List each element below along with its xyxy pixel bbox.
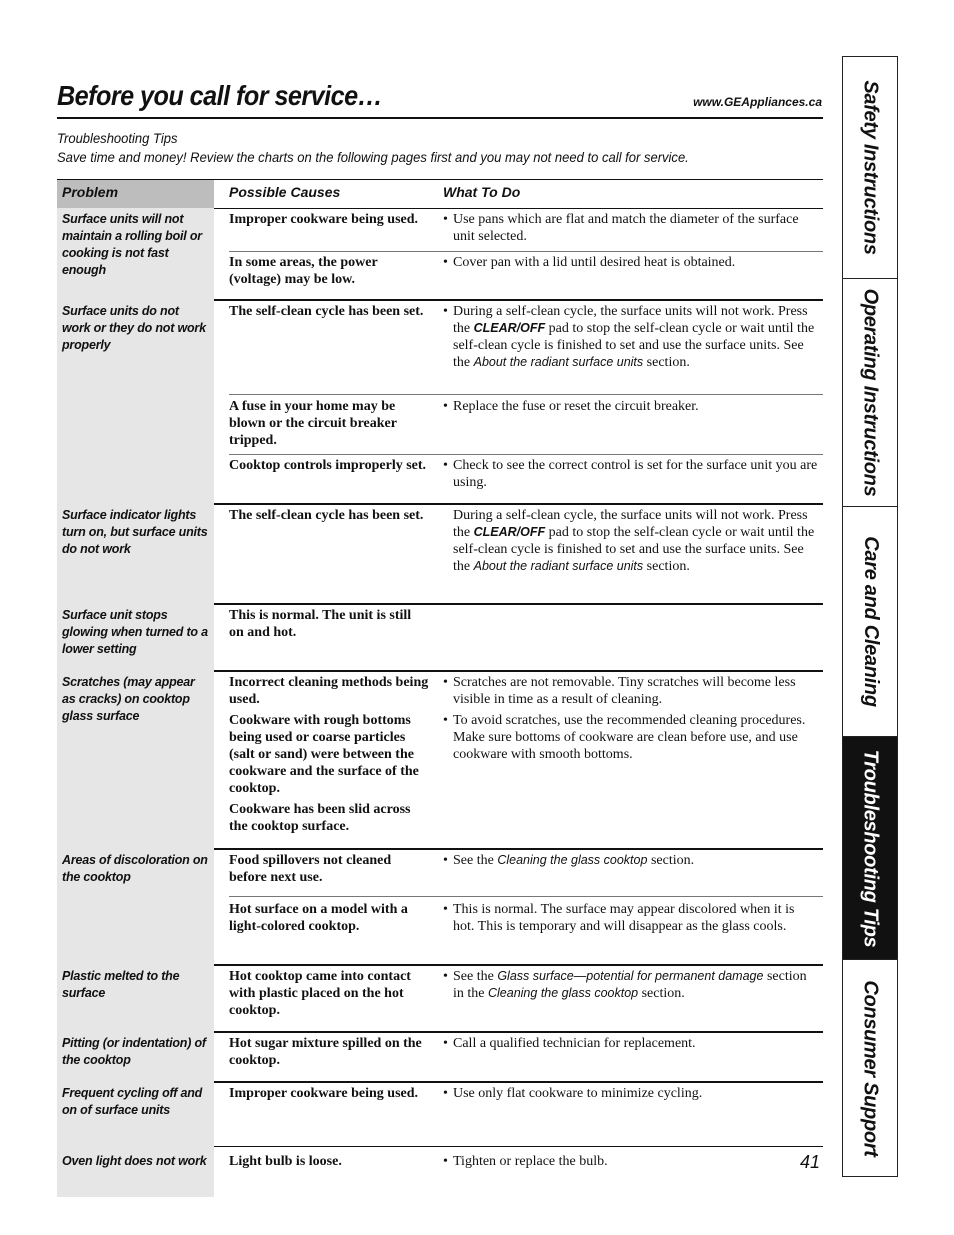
section-reference: Glass surface—potential for permanent damage xyxy=(497,969,764,983)
website-url[interactable]: www.GEAppliances.ca xyxy=(693,95,822,109)
row-rule xyxy=(214,208,823,209)
cause-text: Improper cookware being used. xyxy=(229,1086,419,1101)
todo-part: pad to stop the self-clean cycle or wait until the self-clean cycle is finished to set and use the surface units. See the xyxy=(453,321,815,370)
todo-part: section. xyxy=(643,355,690,370)
cause-text: In some areas, the power (voltage) may be low. xyxy=(229,255,378,287)
bullet: • xyxy=(443,1086,448,1101)
bullet: • xyxy=(443,255,448,270)
row-rule xyxy=(214,603,823,605)
todo-value: Use pans which are flat and match the diameter of the surface unit selected. xyxy=(453,212,799,244)
table-row xyxy=(57,1148,823,1197)
cause-text: This is normal. The unit is still on and hot. xyxy=(229,608,412,640)
cause-text: Cooktop controls improperly set. xyxy=(229,458,427,473)
todo-text xyxy=(443,901,818,935)
column-header-causes: Possible Causes xyxy=(229,184,341,200)
bullet: • xyxy=(443,212,448,227)
cause-text: The self-clean cycle has been set. xyxy=(229,304,424,319)
intro-heading: Troubleshooting Tips xyxy=(57,130,178,146)
tab-consumer-support[interactable] xyxy=(843,960,897,1176)
table-row xyxy=(57,670,823,848)
column-header-problem: Problem xyxy=(57,180,214,208)
problem-cell: Surface unit stops glowing when turned to a lower setting xyxy=(57,603,214,670)
table-row xyxy=(57,208,823,299)
row-rule xyxy=(214,299,823,301)
row-rule xyxy=(214,964,823,966)
section-reference: Cleaning the glass cooktop xyxy=(497,853,648,867)
cause-text: Hot surface on a model with a light-colored cooktop. xyxy=(229,902,408,934)
tab-operating-instructions[interactable] xyxy=(843,279,897,507)
todo-text xyxy=(443,712,818,763)
todo-text xyxy=(443,303,818,371)
row-rule xyxy=(214,1146,823,1147)
bullet: • xyxy=(443,458,448,473)
todo-value: Use only flat cookware to minimize cycling. xyxy=(453,1086,703,1101)
table-row xyxy=(57,964,823,1031)
todo-part: section in the xyxy=(453,969,807,1001)
todo-part: section. xyxy=(638,986,685,1001)
tab-label: Care and Cleaning xyxy=(859,536,882,707)
page-title: Before you call for service… xyxy=(57,80,383,111)
problem-cell: Oven light does not work xyxy=(57,1148,214,1197)
cause-text: Cookware with rough bottoms being used or coarse particles (salt or sand) were between the cookware and the surface of the cooktop. xyxy=(229,713,419,796)
todo-text xyxy=(443,1153,818,1170)
bullet: • xyxy=(443,713,448,728)
todo-part: During a self-clean cycle, the surface units will not work. Press the xyxy=(453,304,808,336)
title-divider xyxy=(57,117,823,119)
tab-label: Consumer Support xyxy=(859,979,882,1157)
tab-troubleshooting-tips[interactable] xyxy=(843,737,897,960)
todo-value: Scratches are not removable. Tiny scratches will become less visible in time as a result of cleaning. xyxy=(453,675,796,707)
problem-cell: Surface units do not work or they do not work properly xyxy=(57,299,214,503)
todo-part: See the xyxy=(453,853,498,868)
todo-value: To avoid scratches, use the recommended cleaning procedures. Make sure bottoms of cookware are clean before use, and use cookware with smooth bottoms. xyxy=(453,713,806,762)
page-number: 41 xyxy=(800,1152,821,1172)
bullet: • xyxy=(443,853,448,868)
row-rule xyxy=(214,848,823,850)
todo-part: See the xyxy=(453,969,498,984)
cause-text: Light bulb is loose. xyxy=(229,1154,342,1169)
entry-rule xyxy=(229,454,823,455)
todo-text xyxy=(443,457,818,491)
table-row xyxy=(57,1031,823,1081)
bullet: • xyxy=(443,399,448,414)
todo-part: section. xyxy=(647,853,695,868)
todo-text xyxy=(443,968,818,1002)
tab-label: Safety Instructions xyxy=(859,80,882,255)
bullet: • xyxy=(443,969,448,984)
bullet: • xyxy=(443,675,448,690)
todo-value: Tighten or replace the bulb. xyxy=(453,1154,608,1169)
todo-text xyxy=(443,852,818,869)
tab-label: Troubleshooting Tips xyxy=(859,749,882,947)
todo-value: Replace the fuse or reset the circuit breaker. xyxy=(453,399,699,414)
table-row xyxy=(57,848,823,964)
tab-label: Operating Instructions xyxy=(859,288,882,497)
problem-cell: Pitting (or indentation) of the cooktop xyxy=(57,1031,214,1081)
cause-text: The self-clean cycle has been set. xyxy=(229,508,424,523)
cause-text: Food spillovers not cleaned before next use. xyxy=(229,853,392,885)
todo-part: pad to stop the self-clean cycle or wait until the self-clean cycle is finished to set and use the surface units. See the xyxy=(453,525,815,574)
cause-text: Hot sugar mixture spilled on the cooktop. xyxy=(229,1036,422,1068)
clear-off-key: CLEAR/OFF xyxy=(473,525,546,539)
table-header xyxy=(57,180,823,208)
intro xyxy=(57,129,838,167)
problem-cell: Surface indicator lights turn on, but surface units do not work xyxy=(57,503,214,603)
cause-text: Improper cookware being used. xyxy=(229,212,419,227)
todo-text xyxy=(443,211,818,245)
todo-part: section. xyxy=(643,559,690,574)
problem-cell: Plastic melted to the surface xyxy=(57,964,214,1031)
table-row xyxy=(57,299,823,503)
bullet: • xyxy=(443,1036,448,1051)
problem-cell: Scratches (may appear as cracks) on cooktop glass surface xyxy=(57,670,214,848)
problem-cell: Frequent cycling off and on of surface units xyxy=(57,1081,214,1148)
clear-off-key: CLEAR/OFF xyxy=(473,321,546,335)
todo-value: Cover pan with a lid until desired heat is obtained. xyxy=(453,255,736,270)
entry-rule xyxy=(229,394,823,395)
cause-text: A fuse in your home may be blown or the circuit breaker tripped. xyxy=(229,399,397,448)
section-reference: About the radiant surface units xyxy=(473,355,644,369)
todo-text xyxy=(443,1085,818,1102)
cause-text: Cookware has been slid across the cooktop surface. xyxy=(229,802,411,834)
tab-safety-instructions[interactable] xyxy=(843,57,897,279)
bullet: • xyxy=(443,304,448,319)
section-reference: Cleaning the glass cooktop xyxy=(488,986,639,1000)
todo-text xyxy=(443,1035,818,1052)
todo-value: Check to see the correct control is set for the surface unit you are using. xyxy=(453,458,818,490)
todo-text xyxy=(443,398,818,415)
row-rule xyxy=(214,1081,823,1083)
todo-part: During a self-clean cycle, the surface units will not work. Press the xyxy=(453,508,808,540)
row-rule xyxy=(214,670,823,672)
row-rule xyxy=(214,1031,823,1033)
cause-text: Incorrect cleaning methods being used. xyxy=(229,675,429,707)
bullet: • xyxy=(443,902,448,917)
problem-cell: Surface units will not maintain a rolling boil or cooking is not fast enough xyxy=(57,208,214,299)
bullet: • xyxy=(443,1154,448,1169)
tab-care-and-cleaning[interactable] xyxy=(843,507,897,737)
todo-text xyxy=(443,254,818,271)
problem-cell: Areas of discoloration on the cooktop xyxy=(57,848,214,964)
entry-rule xyxy=(229,896,823,897)
todo-value: This is normal. The surface may appear discolored when it is hot. This is temporary and will disappear as the glass cools. xyxy=(453,902,795,934)
section-tabs xyxy=(842,56,898,1177)
table-row xyxy=(57,503,823,603)
section-reference: About the radiant surface units xyxy=(473,559,644,573)
todo-text xyxy=(443,507,818,575)
column-header-todo: What To Do xyxy=(443,184,521,200)
table-row xyxy=(57,1081,823,1148)
row-rule xyxy=(214,503,823,505)
table-row xyxy=(57,603,823,670)
todo-text xyxy=(443,674,818,708)
todo-value: Call a qualified technician for replacement. xyxy=(453,1036,696,1051)
cause-text: Hot cooktop came into contact with plastic placed on the hot cooktop. xyxy=(229,969,411,1018)
entry-rule xyxy=(229,251,823,252)
intro-text: Save time and money! Review the charts on the following pages first and you may not need to call for service. xyxy=(57,149,689,165)
